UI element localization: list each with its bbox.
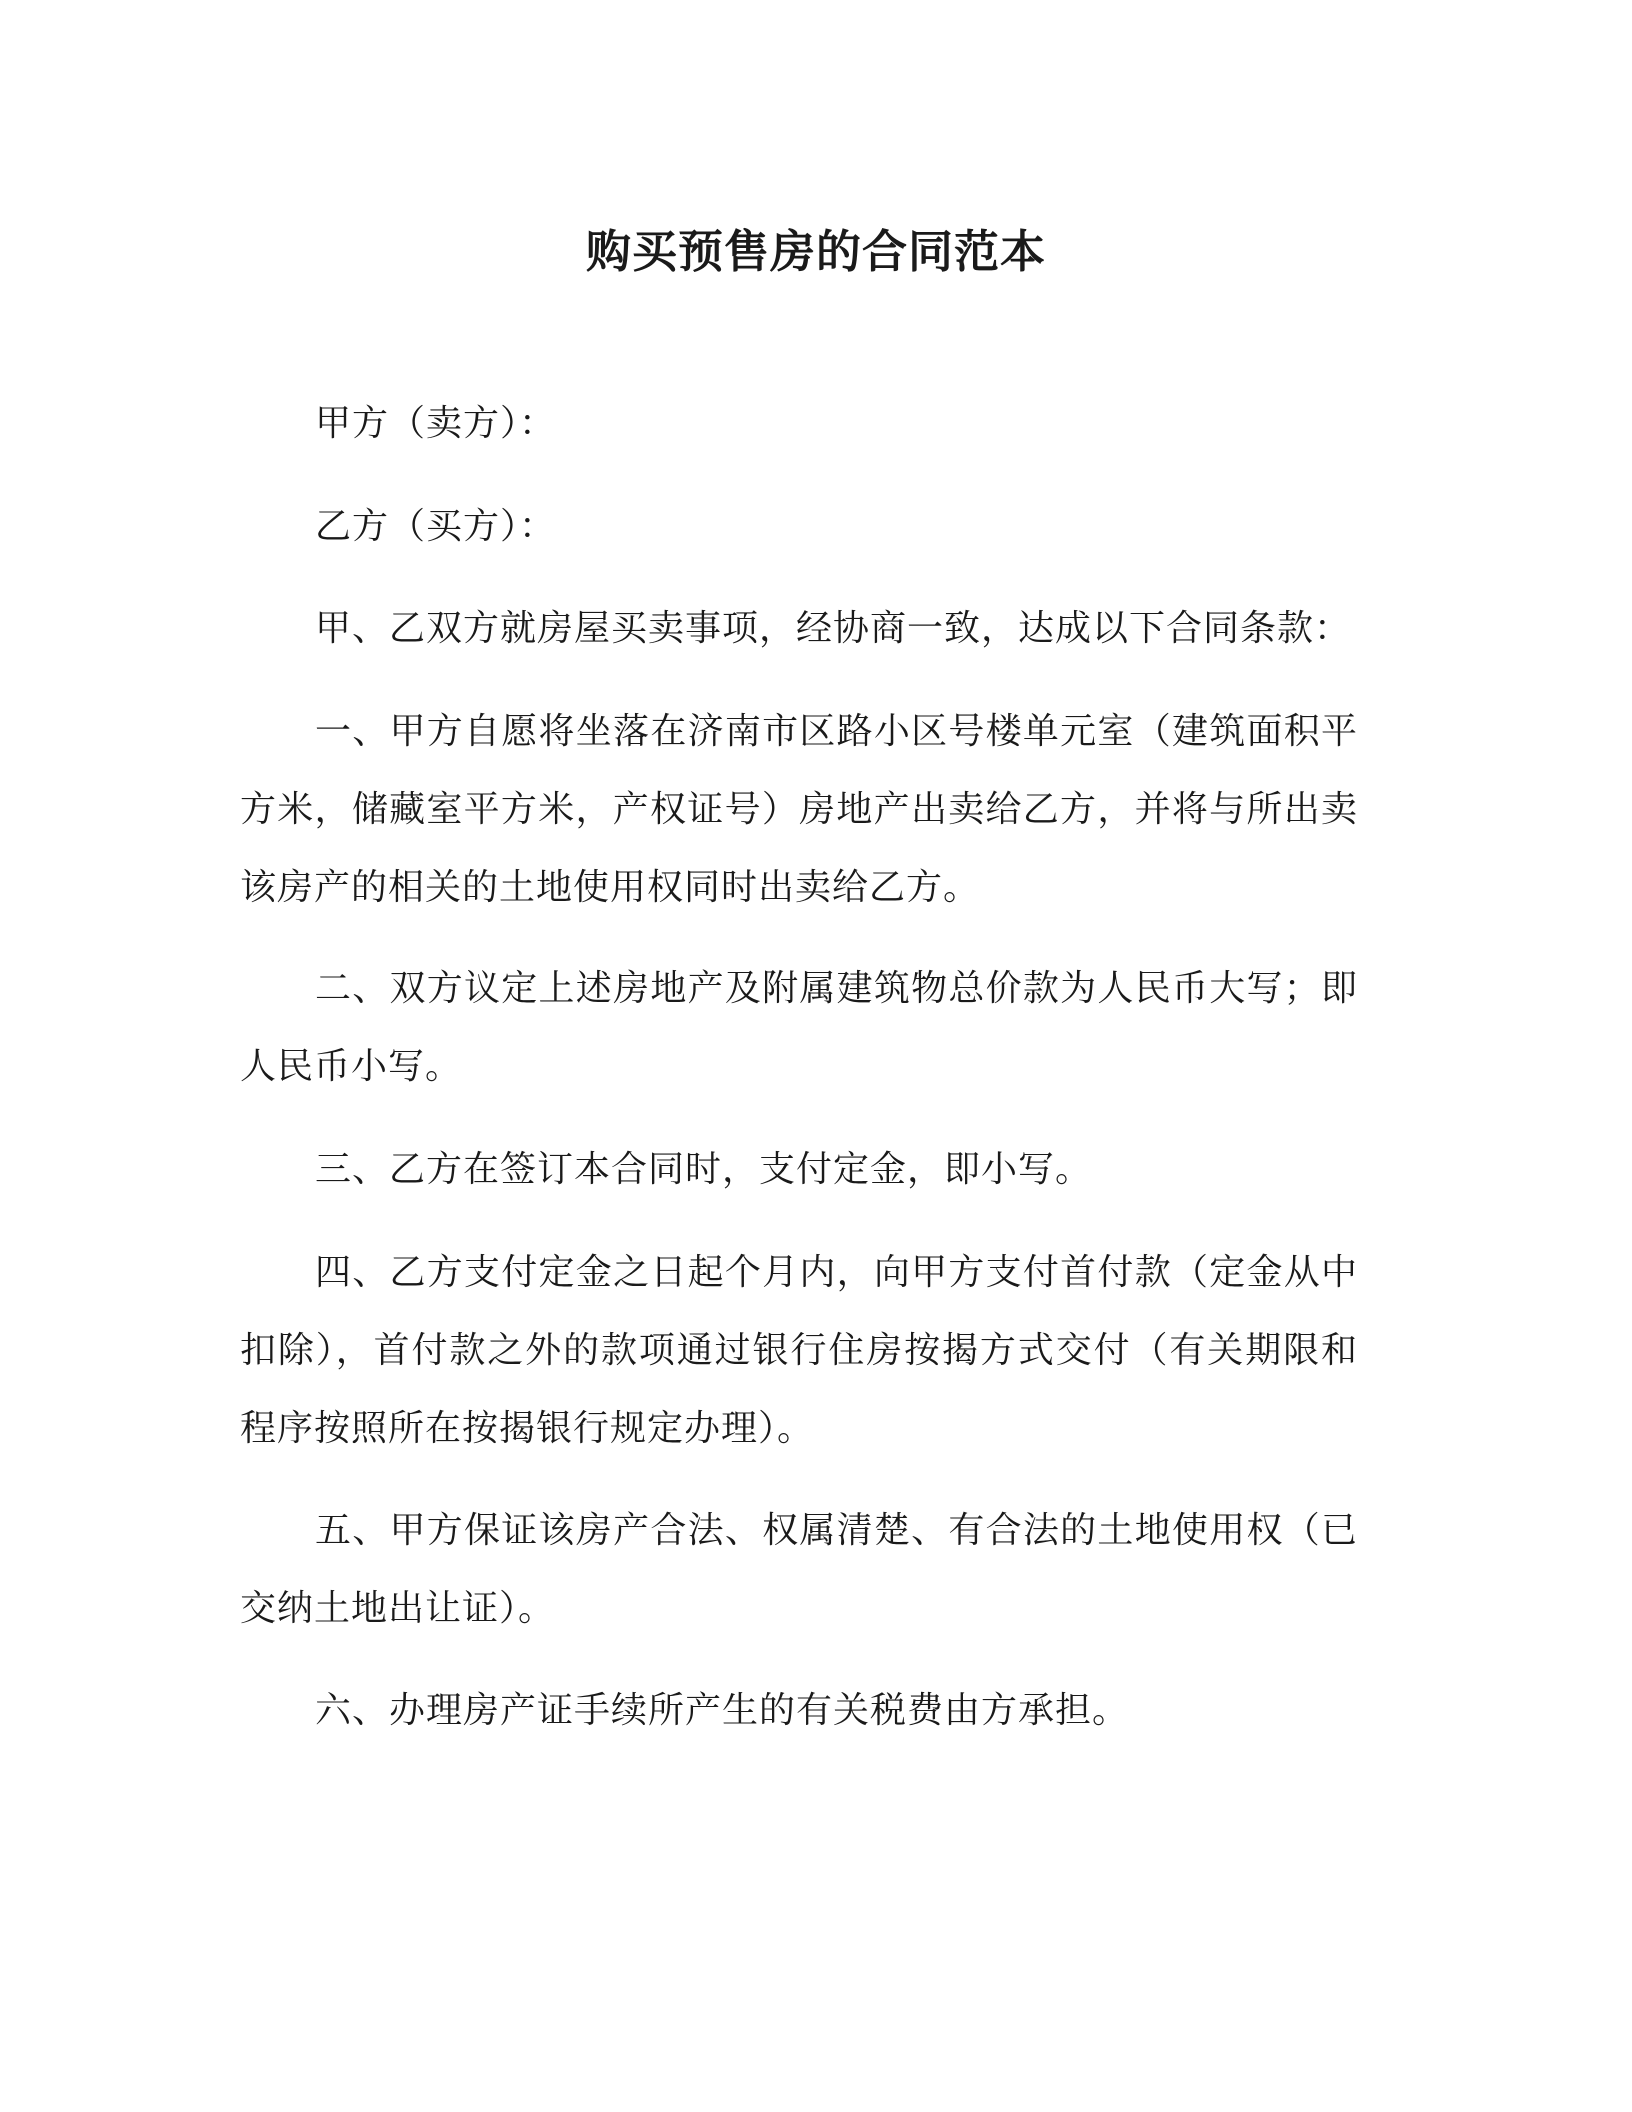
clause-3: 三、乙方在签订本合同时，支付定金，即小写。 <box>315 1149 1093 1190</box>
clause-4: 四、乙方支付定金之日起个月内，向甲方支付首付款（定金从中扣除），首付款之外的款项通过银行住房按揭方式交付（有关期限和程序按照所在按揭银行规定办理）。 <box>240 1252 1358 1449</box>
party-a-line: 甲方（卖方）： <box>315 403 557 444</box>
clause-1: 一、甲方自愿将坐落在济南市区路小区号楼单元室（建筑面积平方米，储藏室平方米，产权证号）房地产出卖给乙方，并将与所出卖该房产的相关的土地使用权同时出卖给乙方。 <box>240 711 1358 908</box>
document-title: 购买预售房的合同范本 <box>585 225 1046 278</box>
intro-paragraph: 甲、乙双方就房屋买卖事项，经协商一致，达成以下合同条款： <box>315 608 1352 649</box>
clause-6: 六、办理房产证手续所产生的有关税费由方承担。 <box>315 1690 1130 1731</box>
party-b-line: 乙方（买方）： <box>315 506 557 547</box>
clause-5: 五、甲方保证该房产合法、权属清楚、有合法的土地使用权（已交纳土地出让证）。 <box>240 1510 1358 1629</box>
clause-2: 二、双方议定上述房地产及附属建筑物总价款为人民币大写；即人民币小写。 <box>240 968 1358 1087</box>
